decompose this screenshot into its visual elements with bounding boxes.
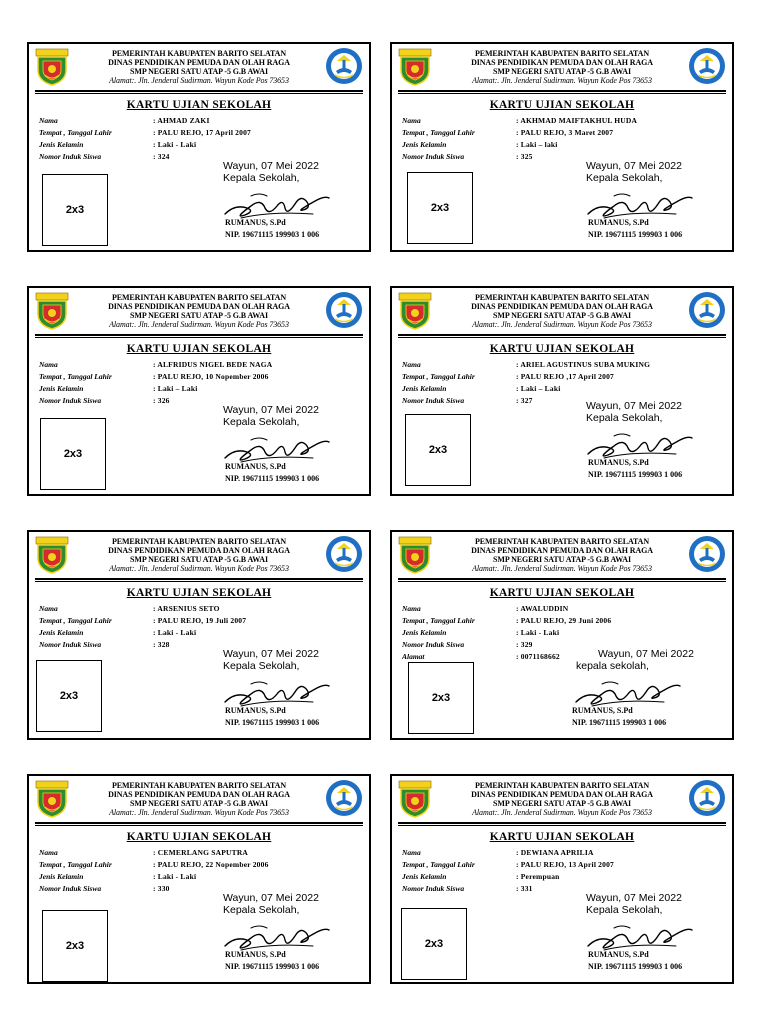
photo-placeholder: 2x3 <box>42 174 108 246</box>
header-divider <box>398 822 726 826</box>
field-label: Tempat , Tanggal Lahir <box>402 372 475 381</box>
field-label: Tempat , Tanggal Lahir <box>39 128 112 137</box>
education-logo-icon <box>688 535 726 573</box>
header-divider <box>398 578 726 582</box>
card-header <box>29 44 369 94</box>
field-label: Nama <box>402 848 421 857</box>
signer-position: Kepala Sekolah, <box>223 172 300 184</box>
field-name <box>39 848 248 858</box>
field-name <box>402 604 568 614</box>
field-value: : CEMERLANG SAPUTRA <box>153 848 249 857</box>
header-line-2: DINAS PENDIDIKAN PEMUDA DAN OLAH RAGA <box>108 546 290 555</box>
signer-nip: NIP. 19671115 199903 1 006 <box>225 718 320 727</box>
signer-position: Kepala Sekolah, <box>223 904 300 916</box>
signer-name: RUMANUS, S.Pd <box>588 458 649 467</box>
field-name <box>39 116 210 126</box>
header-line-3: SMP NEGERI SATU ATAP -5 G.B AWAI <box>130 311 268 320</box>
field-birth <box>402 128 613 138</box>
field-value: : 329 <box>516 640 533 649</box>
field-value: : Laki – laki <box>516 140 558 149</box>
card-title: KARTU UJIAN SEKOLAH <box>489 587 635 599</box>
header-line-3: SMP NEGERI SATU ATAP -5 G.B AWAI <box>130 555 268 564</box>
signer-position: kepala sekolah, <box>576 660 649 672</box>
field-value: : ARSENIUS SETO <box>153 604 220 613</box>
header-divider <box>35 334 363 338</box>
field-gender <box>39 384 198 394</box>
signature-icon <box>584 916 694 954</box>
signer-name: RUMANUS, S.Pd <box>572 706 633 715</box>
field-birth <box>39 860 269 870</box>
field-name <box>402 360 650 370</box>
card-header <box>29 776 369 826</box>
field-nis <box>39 152 170 162</box>
field-label: Nama <box>402 604 421 613</box>
card-title: KARTU UJIAN SEKOLAH <box>489 343 635 355</box>
header-line-3: SMP NEGERI SATU ATAP -5 G.B AWAI <box>493 555 631 564</box>
exam-card <box>390 774 734 984</box>
header-line-1: PEMERINTAH KABUPATEN BARITO SELATAN <box>474 49 650 58</box>
field-nis <box>402 396 533 406</box>
exam-card <box>390 530 734 740</box>
header-line-2: DINAS PENDIDIKAN PEMUDA DAN OLAH RAGA <box>471 546 653 555</box>
education-logo-icon <box>325 779 363 817</box>
field-label: Nomor Induk Siswa <box>402 152 465 161</box>
photo-placeholder: 2x3 <box>36 660 102 732</box>
header-divider <box>35 822 363 826</box>
header-address: Alamat:. Jln. Jenderal Sudirman. Wayun Kode Pos 73653 <box>472 76 652 85</box>
signer-nip: NIP. 19671115 199903 1 006 <box>588 470 683 479</box>
field-nis <box>39 640 170 650</box>
field-label: Nama <box>39 848 58 857</box>
card-header <box>29 288 369 338</box>
education-logo-icon <box>688 291 726 329</box>
signer-position: Kepala Sekolah, <box>223 660 300 672</box>
field-value: : ARIEL AGUSTINUS SUBA MUKING <box>516 360 651 369</box>
signature-icon <box>221 672 331 710</box>
field-value: : Laki – Laki <box>516 384 561 393</box>
field-value: : 325 <box>516 152 533 161</box>
card-title: KARTU UJIAN SEKOLAH <box>489 99 635 111</box>
header-line-2: DINAS PENDIDIKAN PEMUDA DAN OLAH RAGA <box>471 790 653 799</box>
field-value: : PALU REJO, 17 April 2007 <box>153 128 251 137</box>
header-line-2: DINAS PENDIDIKAN PEMUDA DAN OLAH RAGA <box>108 790 290 799</box>
exam-card <box>390 286 734 496</box>
header-line-1: PEMERINTAH KABUPATEN BARITO SELATAN <box>474 781 650 790</box>
field-address <box>402 652 560 662</box>
field-label: Tempat , Tanggal Lahir <box>402 616 475 625</box>
signature-icon <box>221 184 331 222</box>
signer-name: RUMANUS, S.Pd <box>588 218 649 227</box>
place-date: Wayun, 07 Mei 2022 <box>586 160 682 172</box>
signer-name: RUMANUS, S.Pd <box>225 706 286 715</box>
header-line-3: SMP NEGERI SATU ATAP -5 G.B AWAI <box>493 67 631 76</box>
header-line-3: SMP NEGERI SATU ATAP -5 G.B AWAI <box>130 799 268 808</box>
exam-card <box>390 42 734 252</box>
field-value: : Perempuan <box>516 872 560 881</box>
field-label: Tempat , Tanggal Lahir <box>402 860 475 869</box>
field-birth <box>39 616 246 626</box>
field-label: Jenis Kelamin <box>39 140 84 149</box>
header-line-2: DINAS PENDIDIKAN PEMUDA DAN OLAH RAGA <box>471 302 653 311</box>
header-divider <box>35 90 363 94</box>
place-date: Wayun, 07 Mei 2022 <box>223 160 319 172</box>
place-date: Wayun, 07 Mei 2022 <box>586 400 682 412</box>
signer-nip: NIP. 19671115 199903 1 006 <box>225 230 320 239</box>
field-value: : Laki - Laki <box>516 628 560 637</box>
photo-placeholder: 2x3 <box>408 662 474 734</box>
field-gender <box>402 384 561 394</box>
field-value: : PALU REJO, 13 April 2007 <box>516 860 614 869</box>
field-label: Nomor Induk Siswa <box>39 884 102 893</box>
card-header <box>392 288 732 338</box>
card-header <box>392 44 732 94</box>
regency-logo-icon <box>398 536 432 574</box>
header-line-1: PEMERINTAH KABUPATEN BARITO SELATAN <box>474 537 650 546</box>
field-label: Nomor Induk Siswa <box>402 640 465 649</box>
exam-card <box>27 774 371 984</box>
card-header <box>29 532 369 582</box>
card-title: KARTU UJIAN SEKOLAH <box>489 831 635 843</box>
header-address: Alamat:. Jln. Jenderal Sudirman. Wayun Kode Pos 73653 <box>109 320 289 329</box>
header-address: Alamat:. Jln. Jenderal Sudirman. Wayun Kode Pos 73653 <box>472 564 652 573</box>
field-value: : AKHMAD MAIFTAKHUL HUDA <box>516 116 638 125</box>
place-date: Wayun, 07 Mei 2022 <box>223 892 319 904</box>
signature-icon <box>584 184 694 222</box>
field-birth <box>39 128 251 138</box>
exam-card <box>27 530 371 740</box>
place-date: Wayun, 07 Mei 2022 <box>598 648 694 660</box>
field-label: Jenis Kelamin <box>39 384 84 393</box>
field-label: Jenis Kelamin <box>402 140 447 149</box>
header-line-2: DINAS PENDIDIKAN PEMUDA DAN OLAH RAGA <box>108 302 290 311</box>
card-title: KARTU UJIAN SEKOLAH <box>126 99 272 111</box>
card-title: KARTU UJIAN SEKOLAH <box>126 831 272 843</box>
field-gender <box>402 628 559 638</box>
field-label: Nomor Induk Siswa <box>402 396 465 405</box>
field-value: : 331 <box>516 884 533 893</box>
field-birth <box>402 372 614 382</box>
field-label: Nomor Induk Siswa <box>402 884 465 893</box>
regency-logo-icon <box>35 536 69 574</box>
field-value: : PALU REJO, 22 Nopember 2006 <box>153 860 269 869</box>
header-line-2: DINAS PENDIDIKAN PEMUDA DAN OLAH RAGA <box>108 58 290 67</box>
card-title: KARTU UJIAN SEKOLAH <box>126 343 272 355</box>
field-label: Jenis Kelamin <box>402 628 447 637</box>
field-value: : Laki - Laki <box>153 628 197 637</box>
header-divider <box>35 578 363 582</box>
place-date: Wayun, 07 Mei 2022 <box>586 892 682 904</box>
field-birth <box>402 860 614 870</box>
signer-nip: NIP. 19671115 199903 1 006 <box>225 962 320 971</box>
field-label: Nomor Induk Siswa <box>39 396 102 405</box>
field-value: : PALU REJO ,17 April 2007 <box>516 372 614 381</box>
field-nis <box>402 884 533 894</box>
field-gender <box>39 628 196 638</box>
photo-placeholder: 2x3 <box>401 908 467 980</box>
signer-nip: NIP. 19671115 199903 1 006 <box>572 718 667 727</box>
header-address: Alamat:. Jln. Jenderal Sudirman. Wayun Kode Pos 73653 <box>109 564 289 573</box>
photo-placeholder: 2x3 <box>42 910 108 982</box>
education-logo-icon <box>688 779 726 817</box>
education-logo-icon <box>325 535 363 573</box>
field-value: : 330 <box>153 884 170 893</box>
signer-name: RUMANUS, S.Pd <box>225 462 286 471</box>
field-value: : 326 <box>153 396 170 405</box>
signer-nip: NIP. 19671115 199903 1 006 <box>225 474 320 483</box>
field-value: : Laki - Laki <box>153 872 197 881</box>
signer-name: RUMANUS, S.Pd <box>225 950 286 959</box>
field-name <box>402 116 637 126</box>
regency-logo-icon <box>35 292 69 330</box>
field-value: : PALU REJO, 19 Juli 2007 <box>153 616 247 625</box>
header-divider <box>398 334 726 338</box>
regency-logo-icon <box>35 780 69 818</box>
field-label: Nomor Induk Siswa <box>39 152 102 161</box>
field-label: Nama <box>39 360 58 369</box>
field-label: Alamat <box>402 652 425 661</box>
regency-logo-icon <box>398 780 432 818</box>
exam-card <box>27 286 371 496</box>
photo-placeholder: 2x3 <box>407 172 473 244</box>
header-divider <box>398 90 726 94</box>
signer-nip: NIP. 19671115 199903 1 006 <box>588 962 683 971</box>
header-address: Alamat:. Jln. Jenderal Sudirman. Wayun Kode Pos 73653 <box>472 320 652 329</box>
header-line-3: SMP NEGERI SATU ATAP -5 G.B AWAI <box>130 67 268 76</box>
header-line-1: PEMERINTAH KABUPATEN BARITO SELATAN <box>111 781 287 790</box>
field-value: : 0071168662 <box>516 652 560 661</box>
signer-position: Kepala Sekolah, <box>586 904 663 916</box>
field-nis <box>39 396 170 406</box>
signature-icon <box>221 916 331 954</box>
field-name <box>402 848 594 858</box>
field-value: : AWALUDDIN <box>516 604 569 613</box>
field-value: : PALU REJO, 10 Nopember 2006 <box>153 372 269 381</box>
signer-position: Kepala Sekolah, <box>586 412 663 424</box>
signer-name: RUMANUS, S.Pd <box>588 950 649 959</box>
header-line-1: PEMERINTAH KABUPATEN BARITO SELATAN <box>111 293 287 302</box>
field-label: Nama <box>39 116 58 125</box>
field-value: : PALU REJO, 3 Maret 2007 <box>516 128 614 137</box>
field-value: : PALU REJO, 29 Juni 2006 <box>516 616 612 625</box>
field-nis <box>402 640 533 650</box>
field-nis <box>39 884 170 894</box>
place-date: Wayun, 07 Mei 2022 <box>223 404 319 416</box>
header-line-1: PEMERINTAH KABUPATEN BARITO SELATAN <box>111 49 287 58</box>
education-logo-icon <box>325 47 363 85</box>
exam-card <box>27 42 371 252</box>
header-line-1: PEMERINTAH KABUPATEN BARITO SELATAN <box>474 293 650 302</box>
field-birth <box>39 372 269 382</box>
field-gender <box>402 872 560 882</box>
header-line-1: PEMERINTAH KABUPATEN BARITO SELATAN <box>111 537 287 546</box>
field-label: Tempat , Tanggal Lahir <box>39 616 112 625</box>
signer-position: Kepala Sekolah, <box>223 416 300 428</box>
field-label: Nomor Induk Siswa <box>39 640 102 649</box>
signer-name: RUMANUS, S.Pd <box>225 218 286 227</box>
field-label: Nama <box>39 604 58 613</box>
field-gender <box>39 872 196 882</box>
header-address: Alamat:. Jln. Jenderal Sudirman. Wayun Kode Pos 73653 <box>109 76 289 85</box>
field-value: : Laki - Laki <box>153 140 197 149</box>
field-birth <box>402 616 611 626</box>
card-header <box>392 532 732 582</box>
field-label: Jenis Kelamin <box>39 872 84 881</box>
signature-icon <box>572 672 682 710</box>
field-name <box>39 604 220 614</box>
education-logo-icon <box>688 47 726 85</box>
field-label: Tempat , Tanggal Lahir <box>402 128 475 137</box>
photo-placeholder: 2x3 <box>405 414 471 486</box>
header-line-3: SMP NEGERI SATU ATAP -5 G.B AWAI <box>493 799 631 808</box>
photo-placeholder: 2x3 <box>40 418 106 490</box>
field-value: : 328 <box>153 640 170 649</box>
signature-icon <box>221 428 331 466</box>
regency-logo-icon <box>398 48 432 86</box>
field-label: Nama <box>402 360 421 369</box>
field-value: : Laki – Laki <box>153 384 198 393</box>
field-label: Nama <box>402 116 421 125</box>
header-address: Alamat:. Jln. Jenderal Sudirman. Wayun Kode Pos 73653 <box>109 808 289 817</box>
education-logo-icon <box>325 291 363 329</box>
signer-position: Kepala Sekolah, <box>586 172 663 184</box>
signer-nip: NIP. 19671115 199903 1 006 <box>588 230 683 239</box>
field-label: Jenis Kelamin <box>39 628 84 637</box>
card-title: KARTU UJIAN SEKOLAH <box>126 587 272 599</box>
header-line-2: DINAS PENDIDIKAN PEMUDA DAN OLAH RAGA <box>471 58 653 67</box>
field-label: Jenis Kelamin <box>402 872 447 881</box>
regency-logo-icon <box>35 48 69 86</box>
field-nis <box>402 152 533 162</box>
field-value: : 324 <box>153 152 170 161</box>
field-value: : ALFRIDUS NIGEL BEDE NAGA <box>153 360 273 369</box>
header-line-3: SMP NEGERI SATU ATAP -5 G.B AWAI <box>493 311 631 320</box>
place-date: Wayun, 07 Mei 2022 <box>223 648 319 660</box>
field-label: Tempat , Tanggal Lahir <box>39 860 112 869</box>
field-value: : 327 <box>516 396 533 405</box>
field-label: Tempat , Tanggal Lahir <box>39 372 112 381</box>
field-label: Jenis Kelamin <box>402 384 447 393</box>
regency-logo-icon <box>398 292 432 330</box>
field-gender <box>402 140 558 150</box>
field-value: : AHMAD ZAKI <box>153 116 210 125</box>
card-header <box>392 776 732 826</box>
field-value: : DEWIANA APRILIA <box>516 848 594 857</box>
field-gender <box>39 140 196 150</box>
signature-icon <box>584 424 694 462</box>
field-name <box>39 360 272 370</box>
header-address: Alamat:. Jln. Jenderal Sudirman. Wayun Kode Pos 73653 <box>472 808 652 817</box>
